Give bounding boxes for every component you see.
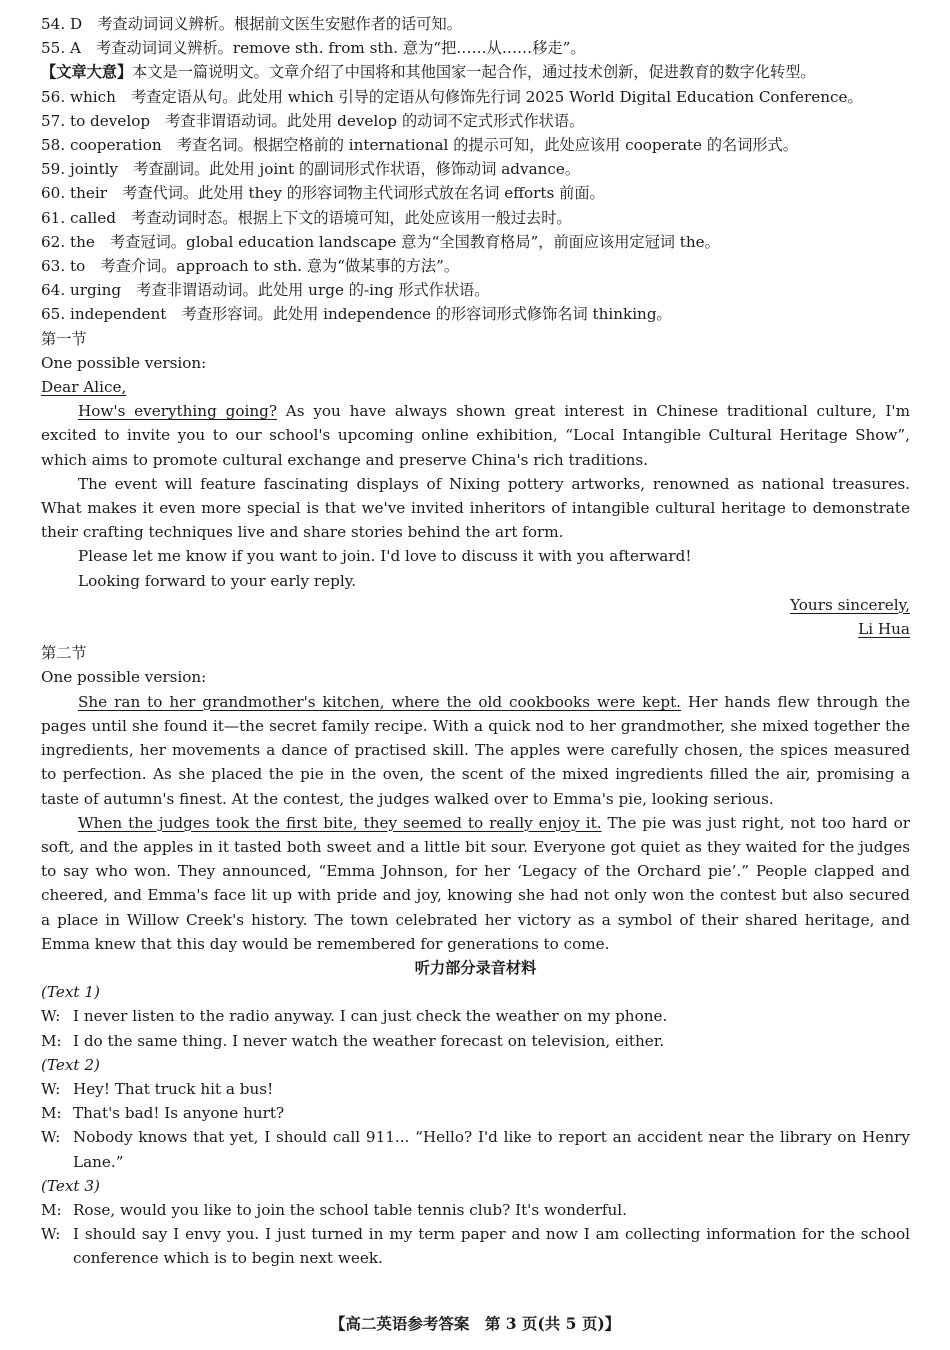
story-paragraph-2 (41, 811, 910, 956)
dialog-line (41, 1101, 910, 1125)
letter-paragraph-1 (41, 399, 910, 472)
section1-version: One possible version: (41, 353, 207, 372)
speaker-m: M: (41, 1104, 62, 1123)
page-footer: 【高二英语参考答案 第 3 页(共 5 页)】 (329, 1314, 621, 1333)
dialog-line (41, 1125, 910, 1173)
dialog-line (41, 1198, 910, 1222)
story-paragraph-1 (41, 690, 910, 811)
summary-text: 本文是一篇说明文。文章介绍了中国将和其他国家一起合作，通过技术创新，促进教育的数字化转型。 (132, 63, 816, 82)
letter-paragraph-4: Looking forward to your early reply. (78, 571, 357, 590)
answer-60: 60. their 考查代词。此处用 they 的形容词物主代词形式放在名词 efforts 前面。 (41, 184, 605, 203)
letter-salutation: Dear Alice, (41, 378, 127, 397)
answer-58: 58. cooperation 考查名词。根据空格前的 international 的提示可知，此处应该用 cooperate 的名词形式。 (41, 136, 798, 155)
letter-signature: Li Hua (858, 620, 910, 639)
answer-61: 61. called 考查动词时态。根据上下文的语境可知，此处应该用一般过去时。 (41, 208, 572, 227)
letter-paragraph-2: The event will feature fascinating displays of Nixing pottery artworks, renowned as national treasures. What makes it even more special is that we've invited inheritors of intangible cultural heritage to demonstrate their crafting techniques live and share stories behind the art form. (41, 474, 910, 542)
listening-title: 听力部分录音材料 (414, 958, 537, 977)
section2-heading: 第二节 (41, 644, 87, 663)
answer-59: 59. jointly 考查副词。此处用 joint 的副词形式作状语，修饰动词 advance。 (41, 160, 581, 179)
section1-heading: 第一节 (41, 329, 87, 348)
answer-page (41, 12, 910, 1271)
speaker-m: M: (41, 1200, 62, 1219)
text-1-label: (Text 1) (41, 983, 100, 1002)
summary-label: 【文章大意】 (41, 63, 133, 82)
letter-closing: Yours sincerely, (790, 595, 910, 614)
dialog-line (41, 1004, 910, 1028)
dialog-text: Nobody knows that yet, I should call 911... “Hello? I'd like to report an accident near the library on Henry Lane.” (73, 1128, 910, 1171)
dialog-text: I do the same thing. I never watch the weather forecast on television, either. (73, 1031, 665, 1050)
answer-57: 57. to develop 考查非谓语动词。此处用 develop 的动词不定式形式作状语。 (41, 111, 585, 130)
answer-65: 65. independent 考查形容词。此处用 independence 的形容词形式修饰名词 thinking。 (41, 305, 672, 324)
answer-54: 54. D 考查动词词义辨析。根据前文医生安慰作者的话可知。 (41, 15, 462, 33)
dialog-line (41, 1077, 910, 1101)
letter-lead-sentence: How's everything going? (78, 402, 277, 421)
speaker-w: W: (41, 1007, 61, 1026)
story-p1-text: Her hands flew through the pages until she found it—the secret family recipe. With a quick nod to her grandmother, she mixed together the ingredients, her movements a dance of practised skill. The apples were carefully chosen, the spices measured to perfection. As she placed the pie in the oven, the scent of the mixed ingredients filled the air, promising a taste of autumn's finest. At the contest, the judges walked over to Emma's pie, looking serious. (41, 692, 910, 808)
dialog-line (41, 1029, 910, 1053)
speaker-w: W: (41, 1128, 61, 1147)
dialog-text: Rose, would you like to join the school table tennis club? It's wonderful. (73, 1200, 627, 1219)
story-lead-2: When the judges took the first bite, they seemed to really enjoy it. (78, 813, 602, 832)
answer-55: 55. A 考查动词词义辨析。remove sth. from sth. 意为“把……从……移走”。 (41, 39, 586, 58)
answer-62: 62. the 考查冠词。global education landscape 意为“全国教育格局”，前面应该用定冠词 the。 (41, 232, 720, 251)
section2-version: One possible version: (41, 668, 207, 687)
dialog-text: That's bad! Is anyone hurt? (73, 1104, 285, 1123)
speaker-m: M: (41, 1031, 62, 1050)
text-2-label: (Text 2) (41, 1055, 100, 1074)
speaker-w: W: (41, 1079, 61, 1098)
answer-64: 64. urging 考查非谓语动词。此处用 urge 的-ing 形式作状语。 (41, 281, 490, 300)
answer-63: 63. to 考查介词。approach to sth. 意为“做某事的方法”。 (41, 257, 460, 276)
text-3-label: (Text 3) (41, 1176, 100, 1195)
dialog-text: Hey! That truck hit a bus! (73, 1079, 274, 1098)
dialog-line (41, 1222, 910, 1270)
answer-56: 56. which 考查定语从句。此处用 which 引导的定语从句修饰先行词 2025 World Digital Education Conference。 (41, 87, 863, 106)
story-lead-1: She ran to her grandmother's kitchen, where the old cookbooks were kept. (78, 692, 682, 711)
article-summary (41, 60, 910, 84)
dialog-text: I should say I envy you. I just turned in my term paper and now I am collecting information for the school conference which is to begin next week. (73, 1225, 910, 1268)
dialog-text: I never listen to the radio anyway. I can just check the weather on my phone. (73, 1007, 668, 1026)
speaker-w: W: (41, 1225, 61, 1244)
letter-p1-text: As you have always shown great interest in Chinese traditional culture, I'm excited to invite you to our school's upcoming online exhibition, “Local Intangible Cultural Heritage Show”, which aims to promote cultural exchange and preserve China's rich traditions. (41, 402, 910, 469)
letter-paragraph-3: Please let me know if you want to join. I'd love to discuss it with you afterward! (78, 547, 692, 566)
story-p2-text: The pie was just right, not too hard or soft, and the apples in it tasted both sweet and a little bit sour. Everyone got quiet as they waited for the judges to say who won. They announced, “Emma Johnson, for her ‘Legacy of the Orchard pie’.” People clapped and cheered, and Emma's face lit up with pride and joy, knowing she had not only won the contest but also secured a place in Willow Creek's history. The town celebrated her victory as a symbol of their shared heritage, and Emma knew that this day would be remembered for generations to come. (41, 813, 910, 953)
